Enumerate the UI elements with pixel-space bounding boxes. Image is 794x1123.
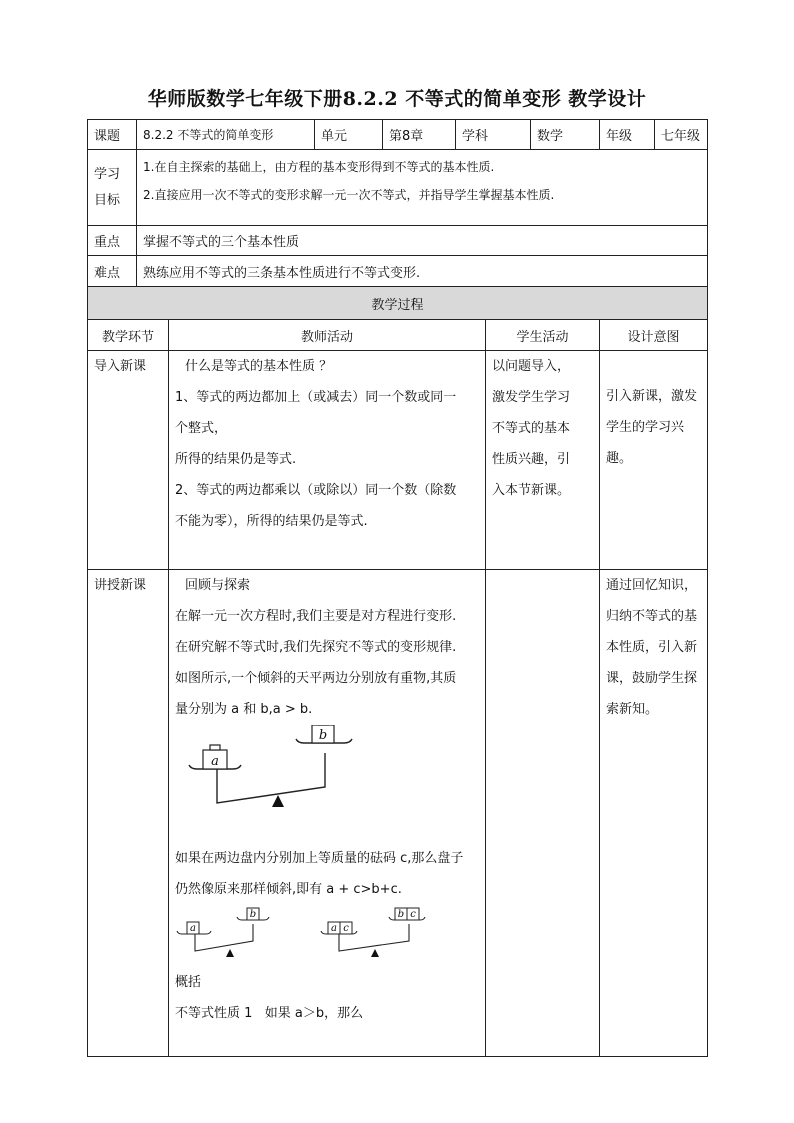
- intro-teacher-line: 什么是等式的基本性质 ？: [185, 359, 333, 374]
- lecture-teacher-line: 如图所示,一个倾斜的天平两边分别放有重物,其质: [175, 671, 457, 686]
- weight-c-2-label: c: [343, 923, 349, 934]
- intro-intent-line: 引入新课，激发: [606, 389, 698, 404]
- difficulty-label: 难点: [88, 256, 137, 287]
- grade-value: 七年级: [655, 120, 708, 150]
- intro-student-line: 不等式的基本: [492, 421, 571, 436]
- lesson-plan-table: [87, 119, 708, 1057]
- process-header-row: [88, 287, 708, 320]
- fulcrum: [272, 795, 284, 807]
- beam: [217, 753, 325, 803]
- goals-content: [137, 150, 708, 226]
- lecture-teacher-line: 在研究解不等式时,我们先探究不等式的变形规律.: [175, 640, 457, 655]
- intro-stage: 导入新课: [88, 351, 169, 570]
- goal-item-2: 2.直接应用一次不等式的变形求解一元一次不等式，并指导学生掌握基本性质.: [143, 188, 555, 202]
- col-teacher: 教师活动: [169, 320, 486, 351]
- lecture-teacher-line: 如果在两边盘内分别加上等质量的砝码 c,那么盘子: [175, 851, 464, 866]
- col-stage: 教学环节: [88, 320, 169, 351]
- intro-student-line: 以问题导入，: [492, 359, 571, 374]
- lecture-row: [88, 570, 708, 1057]
- weight-c-3-label: c: [410, 909, 416, 920]
- subject-label: 学科: [456, 120, 531, 150]
- lecture-intent-line: 课，鼓励学生探: [606, 671, 698, 686]
- intro-teacher: [169, 351, 486, 570]
- lecture-teacher-line: 回顾与探索: [185, 578, 251, 593]
- lecture-intent-line: 归纳不等式的基: [606, 609, 698, 624]
- lecture-student: [486, 570, 600, 1057]
- lecture-teacher-line: 量分别为 a 和 b,a > b.: [175, 702, 313, 717]
- key-point-value: 掌握不等式的三个基本性质: [137, 226, 708, 256]
- topic-label: 课题: [88, 120, 137, 150]
- intro-student: [486, 351, 600, 570]
- unit-label: 单元: [315, 120, 383, 150]
- key-point-label: 重点: [88, 226, 137, 256]
- intro-teacher-line: 所得的结果仍是等式.: [175, 452, 297, 467]
- unit-value: 第8章: [383, 120, 456, 150]
- lecture-teacher-line: 仍然像原来那样倾斜,即有 a + c>b+c.: [175, 882, 402, 897]
- intro-intent: [600, 351, 708, 570]
- intro-row: [88, 351, 708, 570]
- weight-a-1-label: a: [190, 923, 196, 934]
- lecture-intent-line: 索新知。: [606, 702, 659, 717]
- fulcrum-1: [226, 949, 234, 957]
- beam-1: [195, 924, 253, 951]
- weight-a-label: a: [211, 754, 219, 769]
- topic-value: 8.2.2 不等式的简单变形: [137, 120, 315, 150]
- document-title: 华师版数学七年级下册8.2.2 不等式的简单变形 教学设计: [147, 88, 647, 110]
- col-student: 学生活动: [486, 320, 600, 351]
- subject-value: 数学: [531, 120, 600, 150]
- intro-teacher-line: 2、等式的两边都乘以（或除以）同一个数（除数: [175, 483, 457, 498]
- intro-intent-line: 学生的学习兴趣。: [606, 420, 685, 466]
- goals-label: 学习 目标: [88, 150, 137, 226]
- info-row: [88, 120, 708, 150]
- intro-teacher-line: 1、等式的两边都加上（或减去）同一个数或同一: [175, 390, 457, 405]
- process-header: 教学过程: [88, 287, 708, 320]
- weight-b-1-label: b: [249, 909, 257, 920]
- weight-b-2-label: b: [397, 909, 405, 920]
- balance-scale-figure: [175, 725, 355, 843]
- lecture-intent-line: 本性质，引入新: [606, 640, 698, 655]
- grade-label: 年级: [600, 120, 655, 150]
- intro-student-line: 性质兴趣，引: [492, 452, 571, 467]
- weight-b-label: b: [318, 728, 328, 743]
- lecture-intent-line: 通过回忆知识，: [606, 578, 698, 593]
- intro-teacher-line: 个整式，: [175, 421, 228, 436]
- lecture-stage: 讲授新课: [88, 570, 169, 1057]
- difficulty-value: 熟练应用不等式的三条基本性质进行不等式变形.: [137, 256, 708, 287]
- goals-row: [88, 150, 708, 226]
- lecture-teacher: [169, 570, 486, 1057]
- intro-teacher-line: 不能为零），所得的结果仍是等式.: [175, 514, 368, 529]
- lecture-intent: [600, 570, 708, 1057]
- lecture-teacher-line: 概括: [175, 975, 202, 990]
- lecture-teacher-line: 不等式性质 1 如果 a＞b，那么: [175, 1006, 364, 1021]
- key-point-row: [88, 226, 708, 256]
- column-header-row: [88, 320, 708, 351]
- lecture-teacher-line: 在解一元一次方程时,我们主要是对方程进行变形.: [175, 609, 457, 624]
- goal-item-1: 1.在自主探索的基础上，由方程的基本变形得到不等式的基本性质.: [143, 160, 495, 174]
- difficulty-row: [88, 256, 708, 287]
- intro-student-line: 激发学生学习: [492, 390, 571, 405]
- fulcrum-2: [371, 949, 379, 957]
- col-intent: 设计意图: [600, 320, 708, 351]
- intro-student-line: 入本节新课。: [492, 483, 571, 498]
- weight-a-2-label: a: [331, 923, 337, 934]
- balance-scale-pair-figure: [175, 905, 475, 967]
- weight-a-handle: [210, 745, 220, 750]
